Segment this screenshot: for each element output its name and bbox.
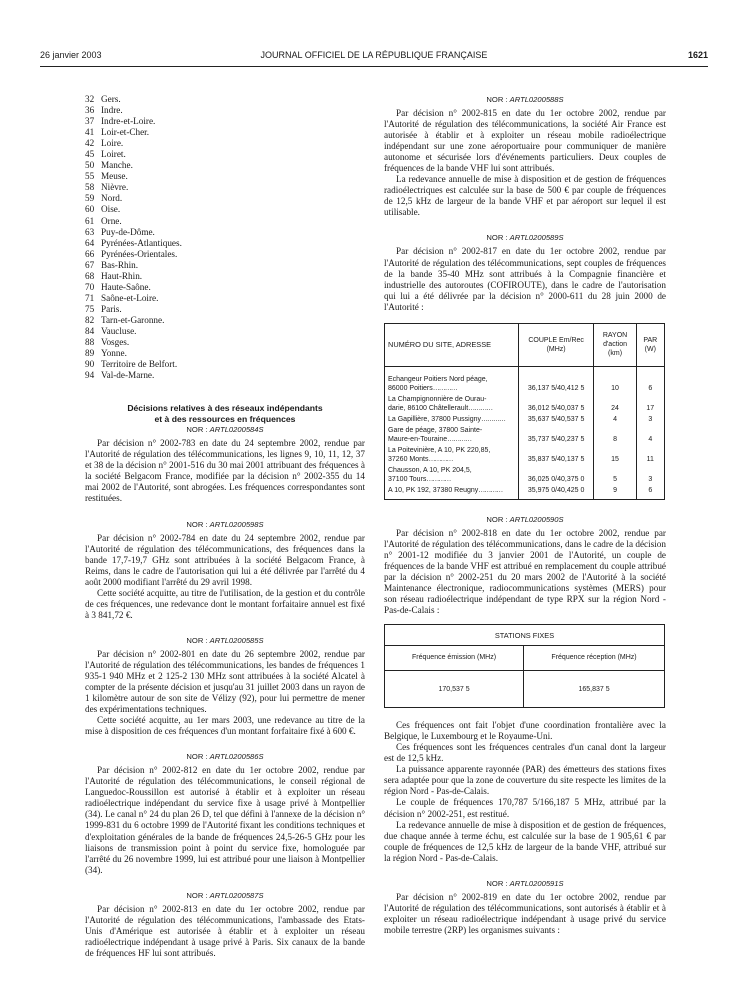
journal-title: JOURNAL OFFICIEL DE LA RÉPUBLIQUE FRANÇAISE — [260, 50, 488, 60]
department-name: Paris. — [101, 303, 122, 314]
site-address-line1: La Poitevinière, A 10, PK 220,85, — [388, 446, 491, 454]
department-name: Indre. — [101, 105, 123, 116]
leader-dots: ………… — [447, 435, 472, 443]
department-item — [85, 249, 365, 260]
couple-value: 36,137 5/40,412 5 — [518, 366, 594, 394]
site-address-line2: 37100 Tours — [388, 475, 427, 483]
department-item — [85, 238, 365, 249]
department-number: 68 — [85, 270, 95, 281]
department-number: 66 — [85, 248, 95, 259]
decision-paragraph: La redevance annuelle de mise à disposition et de gestion de fréquences radioélectriques est calculée sur la base de 500 € par couple de fréquences de 12,5 kHz de largeur de la bande VHF et par aéroport sur lequel il est utilisable. — [384, 174, 666, 218]
reception-frequency: 165,837 5 — [524, 671, 665, 708]
right-column — [384, 94, 666, 936]
page-number: 1621 — [687, 50, 708, 60]
department-item — [85, 326, 365, 337]
department-item — [85, 160, 365, 171]
left-column — [85, 94, 365, 959]
department-number: 89 — [85, 348, 95, 359]
department-number: 71 — [85, 292, 95, 303]
department-item — [85, 105, 365, 116]
department-name: Territoire de Belfort. — [101, 359, 178, 370]
site-address — [385, 465, 519, 485]
department-number: 63 — [85, 226, 95, 237]
decision-paragraph: La redevance annuelle de mise à disposition et de gestion de fréquences, due chaque année à terme échu, est calculée sur la base de 1 905,61 € par couple de fréquences de 12,5 kHz de largeur de la bande VHF, attribué sur la région Nord - Pas-de-Calais. — [384, 819, 666, 863]
department-name: Tarn-et-Garonne. — [101, 314, 165, 325]
nor-reference: NOR : ARTL0200590S — [486, 514, 564, 524]
decision-paragraph: La puissance apparente rayonnée (PAR) des émetteurs des stations fixes sera adaptée pour que la zone de couverture du site respecte les limites de la région Nord - Pas-de-Calais. — [384, 764, 666, 797]
site-address-line1: Gare de péage, 37800 Sainte- — [388, 426, 483, 434]
decision-paragraph: Cette société acquitte, au titre de l'utilisation, de la gestion et du contrôle de ces fréquences, une redevance dont le montant forfaitaire annuel est fixé à 3 841,72 €. — [85, 587, 365, 620]
department-item — [85, 348, 365, 359]
section-title — [85, 403, 365, 424]
couple-value: 36,025 0/40,375 0 — [518, 465, 594, 485]
par-value: 4 — [636, 425, 664, 445]
department-name: Vaucluse. — [101, 325, 137, 336]
site-address-line1: La Champignonnière de Ourau- — [388, 395, 487, 403]
department-name: Pyrénées-Atlantiques. — [101, 237, 182, 248]
department-number: 59 — [85, 193, 95, 204]
section-title-line1: Décisions relatives à des réseaux indépendants — [127, 403, 323, 414]
department-name: Yonne. — [101, 348, 127, 359]
sites-table — [384, 323, 665, 500]
department-name: Indre-et-Loire. — [101, 116, 156, 127]
nor-reference: NOR : ARTL0200588S — [486, 95, 564, 104]
department-name: Val-de-Marne. — [101, 370, 155, 381]
department-number: 32 — [85, 94, 95, 104]
department-name: Pyrénées-Orientales. — [101, 248, 178, 259]
rayon-value: 24 — [594, 394, 636, 414]
department-number: 50 — [85, 160, 95, 171]
department-number: 36 — [85, 105, 95, 116]
department-number: 64 — [85, 237, 95, 248]
site-address-line2: Maure-en-Touraine — [388, 435, 448, 443]
department-item — [85, 282, 365, 293]
site-address — [385, 366, 519, 394]
decision-paragraph: Par décision n° 2002-819 en date du 1er octobre 2002, rendue par l'Autorité de régulation des télécommunications, sont autorisés à établir et à exploiter un réseau radioélectrique indépendant à usage privé du service mobile terrestre (2RP) les organismes suivants : — [384, 891, 666, 935]
table-row — [385, 414, 665, 425]
par-value: 6 — [636, 485, 664, 500]
department-number: 42 — [85, 138, 95, 149]
department-number: 94 — [85, 370, 95, 381]
site-address-line2: darie, 86100 Châtellerault — [388, 404, 469, 412]
department-name: Orne. — [101, 215, 122, 226]
table-row — [385, 366, 665, 394]
decision-paragraph: Ces fréquences sont les fréquences centrales d'un canal dont la largeur est de 12,5 kHz. — [384, 742, 666, 764]
table-row — [385, 425, 665, 445]
department-item — [85, 138, 365, 149]
rayon-value: 4 — [594, 414, 636, 425]
couple-value: 35,975 0/40,425 0 — [518, 485, 594, 500]
department-name: Loir-et-Cher. — [101, 127, 150, 138]
column-header-couple: COUPLE Em/Rec (MHz) — [518, 323, 594, 366]
department-item — [85, 127, 365, 138]
department-item — [85, 359, 365, 370]
par-value: 3 — [636, 465, 664, 485]
decision-paragraph: Cette société acquitte, au 1er mars 2003, une redevance au titre de la mise à disposition de ces fréquences d'un montant forfaitaire fixé à 600 €. — [85, 715, 365, 737]
table-row — [385, 485, 665, 500]
site-address-line1: Echangeur Poitiers Nord péage, — [388, 375, 488, 383]
nor-reference: NOR : ARTL0200589S — [486, 233, 564, 243]
department-item — [85, 94, 365, 105]
site-address — [385, 485, 519, 500]
department-item — [85, 116, 365, 127]
leader-dots: ………… — [428, 455, 453, 463]
department-item — [85, 216, 365, 227]
column-header-par: PAR (W) — [636, 323, 664, 366]
department-number: 61 — [85, 215, 95, 226]
leader-dots: ………… — [426, 475, 451, 483]
nor-reference: NOR : ARTL0200584S — [186, 425, 264, 435]
department-number: 70 — [85, 281, 95, 292]
department-number: 45 — [85, 149, 95, 160]
department-number: 82 — [85, 314, 95, 325]
department-name: Nord. — [101, 193, 123, 204]
table-row — [385, 394, 665, 414]
par-value: 11 — [636, 445, 664, 465]
department-name: Nièvre. — [101, 182, 129, 193]
table-row — [385, 445, 665, 465]
department-item — [85, 171, 365, 182]
section-title-line2: et à des ressources en fréquences — [154, 413, 296, 424]
rayon-value: 15 — [594, 445, 636, 465]
department-item — [85, 293, 365, 304]
department-name: Manche. — [101, 160, 133, 171]
couple-value: 36,012 5/40,037 5 — [518, 394, 594, 414]
department-item — [85, 370, 365, 381]
department-name: Loire. — [101, 138, 124, 149]
stations-caption: STATIONS FIXES — [385, 625, 665, 646]
column-header-emission: Fréquence émission (MHz) — [385, 646, 524, 671]
department-name: Oise. — [101, 204, 121, 215]
rayon-value: 5 — [594, 465, 636, 485]
leader-dots: ………… — [432, 384, 457, 392]
department-number: 58 — [85, 182, 95, 193]
site-address-line2: La Gapillière, 37800 Pussigny — [388, 415, 482, 423]
department-name: Bas-Rhin. — [101, 259, 139, 270]
department-number: 75 — [85, 303, 95, 314]
department-name: Vosges. — [101, 337, 130, 348]
nor-reference: NOR : ARTL0200586S — [186, 752, 264, 762]
header-rule — [40, 66, 708, 67]
leader-dots: ………… — [478, 486, 503, 494]
department-name: Loiret. — [101, 149, 126, 160]
department-item — [85, 304, 365, 315]
column-header-rayon: RAYON d'action (km) — [594, 323, 636, 366]
decision-paragraph: Par décision n° 2002-801 en date du 26 septembre 2002, rendue par l'Autorité de régulation des télécommunications, les bandes de fréquences 1 935-1 940 MHz et 2 125-2 130 MHz sont attribuées à la société Alcatel à compter de la présente décision et jusqu'au 31 juillet 2003 dans un rayon de 1 kilomètre autour de son site de Vélizy (92), pour lui permettre de mener des expérimentations techniques. — [85, 648, 365, 715]
department-number: 84 — [85, 325, 95, 336]
decision-paragraph: Par décision n° 2002-783 en date du 24 septembre 2002, rendue par l'Autorité de régulation des télécommunications, les lignes 9, 10, 11, 12, 37 et 38 de la décision n° 2001-516 du 30 mai 2001 attribuant des fréquences à la société Belgacom France, modifiée par la décision n° 2002-355 du 14 mai 2002 de l'Autorité, sont abrogées. Les fréquences correspondantes sont restituées. — [85, 438, 365, 504]
leader-dots: ………… — [481, 415, 506, 423]
rayon-value: 10 — [594, 366, 636, 394]
site-address — [385, 414, 519, 425]
site-address-line2: A 10, PK 192, 37380 Reugny — [388, 486, 479, 494]
site-address-line1: Chausson, A 10, PK 204,5, — [388, 466, 472, 474]
decision-paragraph: Par décision n° 2002-784 en date du 24 septembre 2002, rendue par l'Autorité de régulation des télécommunications, des fréquences dans la bande 17,7-19,7 GHz sont attribuées à la société Belgacom France, à Reims, dans le cadre de l'autorisation qui lui a été délivrée par l'arrêté du 4 août 2000 modifiant l'arrêté du 29 avril 1998. — [85, 532, 365, 587]
site-address — [385, 394, 519, 414]
department-name: Haut-Rhin. — [101, 270, 143, 281]
department-item — [85, 204, 365, 215]
column-header-site: NUMÉRO DU SITE, ADRESSE — [385, 323, 519, 366]
emission-frequency: 170,537 5 — [385, 671, 524, 708]
department-name: Puy-de-Dôme. — [101, 226, 155, 237]
table-row — [385, 465, 665, 485]
couple-value: 35,637 5/40,537 5 — [518, 414, 594, 425]
site-address-line2: 37260 Monts — [388, 455, 429, 463]
nor-reference: NOR : ARTL0200587S — [186, 890, 264, 900]
department-name: Meuse. — [101, 171, 128, 182]
par-value: 17 — [636, 394, 664, 414]
department-item — [85, 337, 365, 348]
decision-paragraph: Par décision n° 2002-813 en date du 1er octobre 2002, rendue par l'Autorité de régulation des télécommunications, l'ambassade des Etats-Unis d'Amérique est autorisée à établir et à exploiter un réseau radioélectrique indépendant à usage privé à Paris. Six canaux de la bande de fréquences HF lui sont attribués. — [85, 903, 365, 958]
department-list — [85, 94, 365, 381]
department-number: 67 — [85, 259, 95, 270]
issue-date: 26 janvier 2003 — [40, 50, 102, 60]
column-header-reception: Fréquence réception (MHz) — [524, 646, 665, 671]
par-value: 3 — [636, 414, 664, 425]
decision-paragraph: Par décision n° 2002-818 en date du 1er octobre 2002, rendue par l'Autorité de régulation des télécommunications, dans le cadre de la décision n° 2001-12 modifiée du 3 janvier 2001 de l'Autorité, un couple de fréquences de la bande VHF est attribué en remplacement du couple attribué par la décision n° 2002-251 du 20 mars 2002 de l'Autorité à la société Maintenance électronique, radiocommunications systèmes (MERS) pour son réseau radioélectrique indépendant de type RPX sur la région Nord - Pas-de-Calais : — [384, 527, 666, 616]
department-item — [85, 315, 365, 326]
par-value: 6 — [636, 366, 664, 394]
nor-reference: NOR : ARTL0200598S — [186, 519, 264, 529]
department-item — [85, 182, 365, 193]
site-address-line2: 86000 Poitiers — [388, 384, 433, 392]
department-item — [85, 193, 365, 204]
leader-dots: ………… — [468, 404, 493, 412]
department-name: Saône-et-Loire. — [101, 292, 159, 303]
rayon-value: 9 — [594, 485, 636, 500]
department-number: 60 — [85, 204, 95, 215]
nor-reference: NOR : ARTL0200591S — [486, 878, 564, 888]
department-name: Gers. — [101, 94, 121, 104]
decision-paragraph: Par décision n° 2002-815 en date du 1er octobre 2002, rendue par l'Autorité de régulation des télécommunications, la société Air France est autorisée à établir et à exploiter un réseau mobile radioélectrique indépendant sur une zone aéroportuaire pour communiquer de manière autonome et sécurisée lors d'événements particuliers. Deux couples de fréquences de la bande VHF lui sont attribués. — [384, 108, 666, 174]
department-item — [85, 149, 365, 160]
department-item — [85, 260, 365, 271]
couple-value: 35,837 5/40,137 5 — [518, 445, 594, 465]
decision-paragraph: Par décision n° 2002-817 en date du 1er octobre 2002, rendue par l'Autorité de régulation des télécommunications, sept couples de fréquences de la bande 35-40 MHz sont attribués à la Compagnie financière et industrielle des autoroutes (COFIROUTE), dans le cadre de l'autorisation qui lui a été délivrée par la décision n° 2000-611 du 28 juin 2000 de l'Autorité : — [384, 246, 666, 312]
department-number: 37 — [85, 116, 95, 127]
department-name: Haute-Saône. — [101, 281, 151, 292]
department-number: 90 — [85, 359, 95, 370]
decision-paragraph: Ces fréquences ont fait l'objet d'une coordination frontalière avec la Belgique, le Luxembourg et le Royaume-Uni. — [384, 720, 666, 742]
department-number: 41 — [85, 127, 95, 138]
department-number: 55 — [85, 171, 95, 182]
stations-table — [384, 624, 665, 708]
department-number: 88 — [85, 337, 95, 348]
decision-paragraph: Par décision n° 2002-812 en date du 1er octobre 2002, rendue par l'Autorité de régulation des télécommunications, le conseil régional de Languedoc-Roussillon est autorisé à établir et à exploiter un réseau radioélectrique indépendant du service fixe à usage privé à Montpellier (34). Le canal n° 24 du plan 26 D, tel que défini à l'annexe de la décision n° 1999-831 du 6 octobre 1999 de l'Autorité fixant les conditions techniques et d'exploitation générales de la bande de fréquences 24,5-26-5 GHz pour les liaisons de transmission point à point du service fixe, homologuée par l'arrêté du 26 novembre 1999, lui est attribué pour une liaison à Montpellier (34). — [85, 765, 365, 875]
couple-value: 35,737 5/40,237 5 — [518, 425, 594, 445]
site-address — [385, 445, 519, 465]
page-header — [40, 50, 708, 64]
department-item — [85, 271, 365, 282]
department-item — [85, 227, 365, 238]
rayon-value: 8 — [594, 425, 636, 445]
nor-reference: NOR : ARTL0200585S — [186, 635, 264, 645]
site-address — [385, 425, 519, 445]
decision-paragraph: Le couple de fréquences 170,787 5/166,187 5 MHz, attribué par la décision n° 2002-251, est restitué. — [384, 797, 666, 819]
